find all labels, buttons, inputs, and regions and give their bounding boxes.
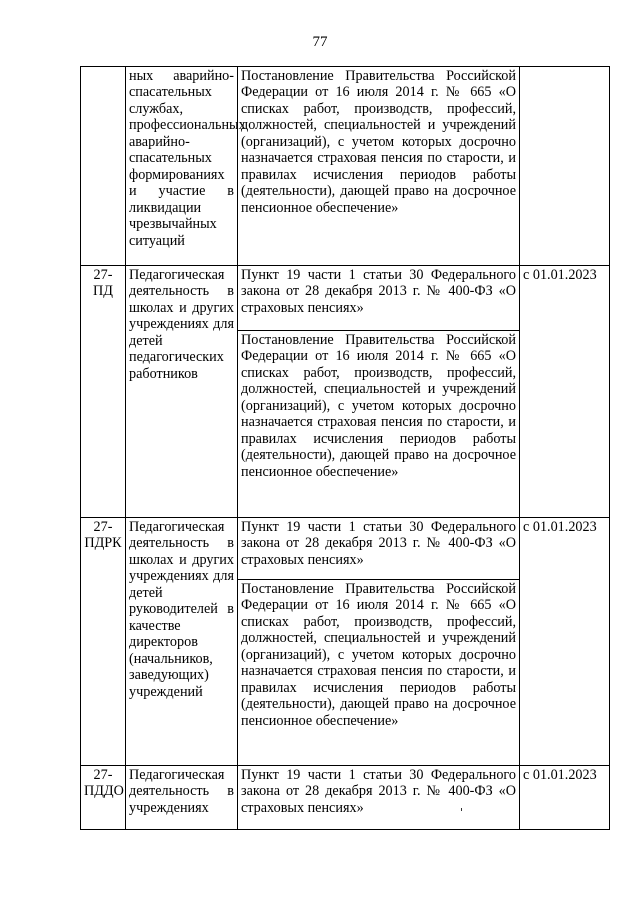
legal-basis-resolution: Постановление Правительства Российской Федерации от 16 июля 2014 г. № 665 «О списках работ, производств, профессий, должностей, специальностей и учреждений (организаций), с учетом которых досрочно назначается страховая пенсия по старости, и правилах исчисления периодов работы (деятельности), дающей право на досрочное пенсионное обеспечение»: [238, 579, 519, 732]
row-code: [81, 67, 126, 266]
scan-speck: [461, 808, 462, 811]
legal-basis-resolution: Постановление Правительства Российской Федерации от 16 июля 2014 г. № 665 «О списках работ, производств, профессий, должностей, специальностей и учреждений (организаций), с учетом которых досрочно назначается страховая пенсия по старости, и правилах исчисления периодов работы (деятельности), дающей право на досрочное пенсионное обеспечение»: [238, 330, 519, 483]
legal-basis: Постановление Правительства Российской Федерации от 16 июля 2014 г. № 665 «О списках работ, производств, профессий, должностей, специальностей и учреждений (организаций), с учетом которых досрочно назначается страховая пенсия по старости, и правилах исчисления периодов работы (деятельности), дающей право на досрочное пенсионное обеспечение»: [238, 67, 520, 266]
effective-date: с 01.01.2023: [520, 518, 610, 766]
legal-basis: [238, 518, 520, 766]
table-row: [81, 518, 610, 766]
legal-basis-federal-law: Пункт 19 части 1 статьи 30 Федерального закона от 28 декабря 2013 г. № 400-ФЗ «О страховых пенсиях»: [241, 519, 516, 568]
table-row: [81, 766, 610, 830]
activity-description: ных аварийно-спасательных службах, профессиональных аварийно-спасательных формированиях и участие в ликвидации чрезвычайных ситуаций: [126, 67, 238, 266]
row-code: 27-ПДРК: [81, 518, 126, 766]
activity-description: Педагогическая деятельность в учреждениях: [126, 766, 238, 830]
effective-date: с 01.01.2023: [520, 266, 610, 518]
table-row: [81, 67, 610, 266]
legal-basis: [238, 266, 520, 518]
pension-codes-table: [80, 66, 610, 830]
effective-date: с 01.01.2023: [520, 766, 610, 830]
legal-basis-federal-law: Пункт 19 части 1 статьи 30 Федерального закона от 28 декабря 2013 г. № 400-ФЗ «О страховых пенсиях»: [241, 267, 516, 316]
table-row: [81, 266, 610, 518]
row-code: 27-ПД: [81, 266, 126, 518]
row-code: 27-ПДДО: [81, 766, 126, 830]
legal-basis: Пункт 19 части 1 статьи 30 Федерального закона от 28 декабря 2013 г. № 400-ФЗ «О страховых пенсиях»: [238, 766, 520, 830]
activity-description: Педагогическая деятельность в школах и других учреждениях для детей педагогических работников: [126, 266, 238, 518]
page-number: 77: [312, 34, 328, 50]
activity-description: Педагогическая деятельность в школах и других учреждениях для детей руководителей в качестве директоров (начальников, заведующих) учреждений: [126, 518, 238, 766]
effective-date: [520, 67, 610, 266]
